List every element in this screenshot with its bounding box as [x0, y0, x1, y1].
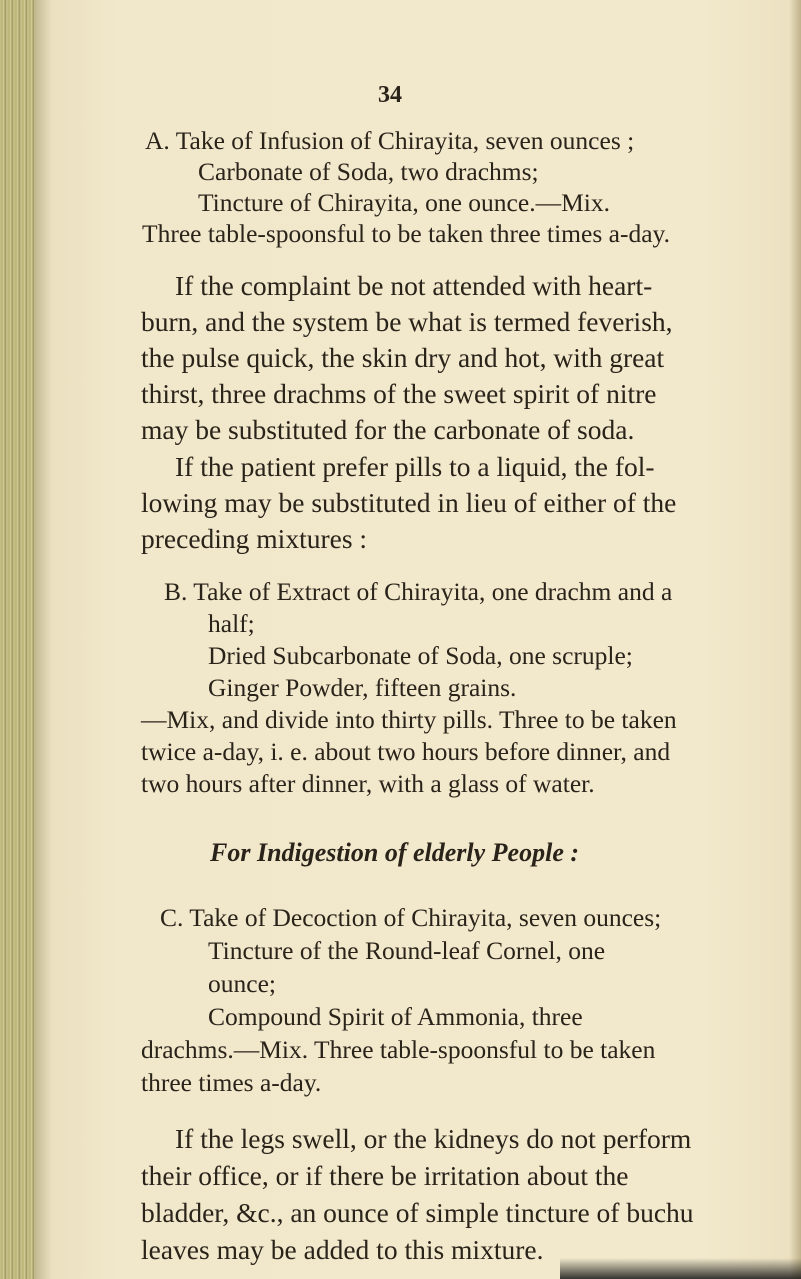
- recipe-c-line: Tincture of the Round-leaf Cornel, one: [208, 936, 606, 965]
- page-number: 34: [378, 82, 402, 108]
- recipe-b-line: two hours after dinner, with a glass of water.: [141, 769, 595, 798]
- section-heading: For Indigestion of elderly People :: [210, 838, 580, 867]
- paragraph-line: bladder, &c., an ounce of simple tincture of buchu: [141, 1197, 694, 1228]
- recipe-a-line: Three table-spoonsful to be taken three times a-day.: [142, 219, 670, 248]
- recipe-b-line: Dried Subcarbonate of Soda, one scruple;: [208, 641, 633, 670]
- paragraph-line: may be substituted for the carbonate of soda.: [141, 414, 635, 445]
- paragraph-line: their office, or if there be irritation about the: [141, 1160, 629, 1191]
- paragraph-line: If the legs swell, or the kidneys do not perform: [175, 1123, 692, 1154]
- recipe-c-line: ounce;: [208, 969, 276, 998]
- paragraph-line: leaves may be added to this mixture.: [141, 1234, 544, 1265]
- paragraph-line: the pulse quick, the skin dry and hot, with great: [141, 342, 665, 373]
- recipe-c-line: drachms.—Mix. Three table-spoonsful to be taken: [141, 1035, 656, 1064]
- recipe-c-line: three times a-day.: [141, 1068, 322, 1097]
- paragraph-line: burn, and the system be what is termed feverish,: [141, 306, 673, 337]
- book-binding: [0, 0, 34, 1279]
- paragraph-line: lowing may be substituted in lieu of either of the: [141, 487, 677, 518]
- paragraph-line: thirst, three drachms of the sweet spirit of nitre: [141, 378, 657, 409]
- paragraph-line: If the patient prefer pills to a liquid, the fol-: [175, 451, 655, 482]
- recipe-a-line: Tincture of Chirayita, one ounce.—Mix.: [198, 188, 610, 217]
- recipe-b-line: —Mix, and divide into thirty pills. Three to be taken: [141, 705, 677, 734]
- recipe-b-line: B. Take of Extract of Chirayita, one drachm and a: [164, 577, 673, 606]
- recipe-a-line: A. Take of Infusion of Chirayita, seven ounces ;: [145, 126, 635, 155]
- recipe-b-line: half;: [208, 609, 255, 638]
- corner-shadow: [560, 1258, 801, 1279]
- recipe-b-line: twice a-day, i. e. about two hours before dinner, and: [141, 737, 671, 766]
- page-edge: [789, 0, 801, 1279]
- paragraph-line: If the complaint be not attended with heart-: [175, 270, 653, 301]
- recipe-c-line: C. Take of Decoction of Chirayita, seven ounces;: [160, 903, 662, 932]
- recipe-c-line: Compound Spirit of Ammonia, three: [208, 1002, 583, 1031]
- recipe-b-line: Ginger Powder, fifteen grains.: [208, 673, 517, 702]
- recipe-a-line: Carbonate of Soda, two drachms;: [198, 157, 539, 186]
- paragraph-line: preceding mixtures :: [141, 523, 368, 554]
- gutter-shadow: [34, 0, 52, 1279]
